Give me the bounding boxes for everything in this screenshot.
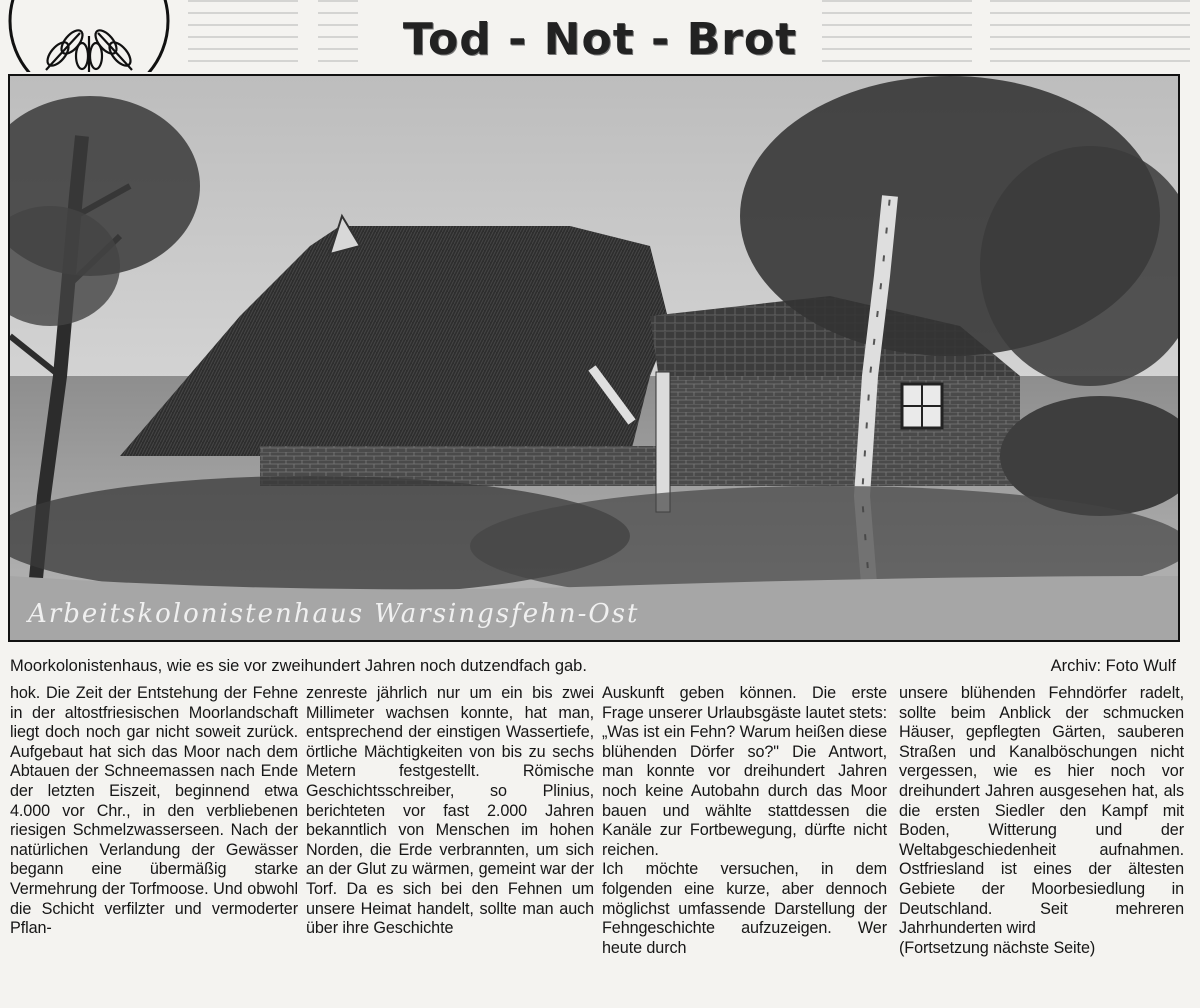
photo-caption: Moorkolonistenhaus, wie es sie vor zweihundert Jahren noch dutzendfach gab. [10, 657, 587, 675]
house-photo [8, 74, 1180, 642]
photo-credit: Archiv: Foto Wulf [1050, 657, 1176, 675]
paragraph: Auskunft geben können. Die erste Frage unserer Urlaubsgäste lautet stets: „Was ist ein Fehn? Warum heißen diese blühenden Dörfer so?" Die Antwort, man konnte vor dreihundert Jahren noch keine Autobahn durch das Moor bauen und wählte stattdessen die Kanäle zur Fortbewegung, dürfte nicht reichen. [602, 684, 887, 859]
paragraph: Ich möchte versuchen, in dem folgenden eine kurze, aber dennoch möglichst umfassende Darstellung der Fehngeschichte aufzuzeigen. Wer heute durch [602, 860, 887, 957]
article-body [10, 684, 1186, 1006]
paragraph: hok. Die Zeit der Entstehung der Fehne in der altostfriesischen Moorlandschaft liegt doch noch gar nicht soweit zurück. Aufgebaut hat sich das Moor nach dem Abtauen der Schneemassen nach Ende der letzten Eiszeit, beginnend etwa 4.000 vor Chr., in den verbliebenen riesigen Schmelzwasserseen. Nach der natürlichen Verlandung der Gewässer begann eine übermäßig starke Vermehrung der Torfmoose. Und obwohl die Schicht verfilzter und vermoderter Pflan- [10, 684, 298, 938]
photo-inscription: Arbeitskolonistenhaus Warsingsfehn-Ost [28, 599, 640, 629]
header-strip [0, 0, 1200, 72]
article-column-1 [10, 684, 298, 939]
house-photo-drawing [10, 76, 1178, 640]
article-column-3 [602, 684, 887, 958]
page-title: Tod - Not - Brot [402, 14, 798, 65]
paragraph: zenreste jährlich nur um ein bis zwei Millimeter wachsen konnte, hat man, entsprechend der einstigen Wassertiefe, örtliche Mächtigkeiten von bis zu sechs Metern festgestellt. Römische Geschichtsschreiber, so Plinius, berichteten vor fast 2.000 Jahren bekanntlich von Menschen im hohen Norden, die Erde verbrannten, um sich an der Glut zu wärmen, gemeint war der Torf. Da es sich bei den Fehnen um unsere Heimat handelt, sollte man auch über ihre Geschichte [306, 684, 594, 938]
paragraph: unsere blühenden Fehndörfer radelt, sollte beim Anblick der schmucken Häuser, gepflegten Gärten, sauberen Straßen und Kanalböschungen nicht vergessen, wie es hier noch vor dreihundert Jahren ausgesehen hat, als die ersten Siedler den Kampf mit Boden, Witterung und der Weltabgeschiedenheit aufnahmen. Ostfriesland ist eines der ältesten Gebiete der Moorbesiedlung in Deutschland. Seit mehreren Jahrhunderten wird [899, 684, 1184, 938]
article-column-2 [306, 684, 594, 939]
article-column-4 [899, 684, 1184, 958]
continued-note: (Fortsetzung nächste Seite) [899, 938, 1096, 957]
